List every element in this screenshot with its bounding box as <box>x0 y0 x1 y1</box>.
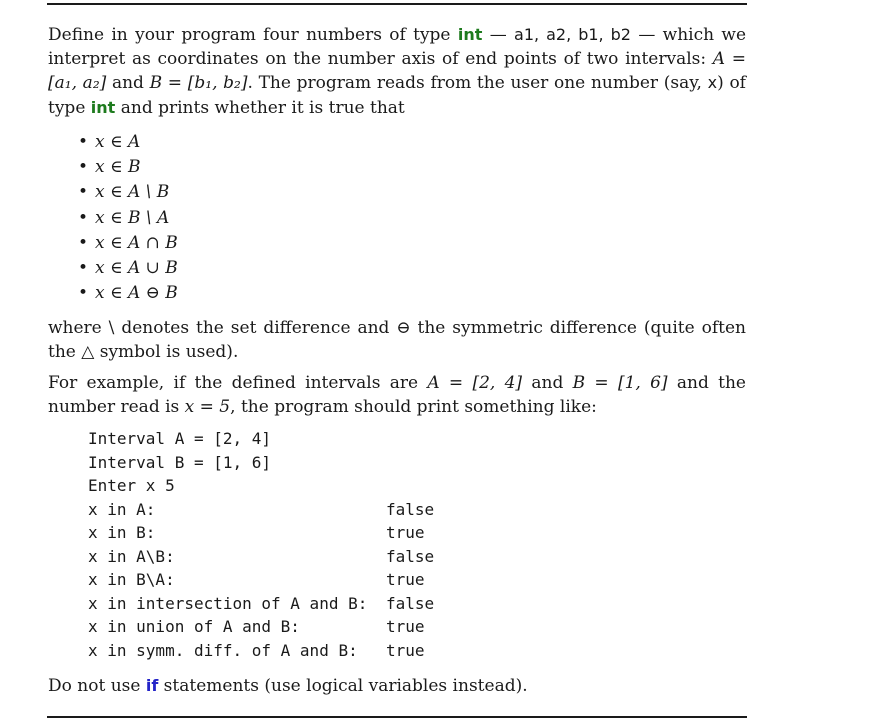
keyword-int-2: int <box>90 97 116 117</box>
example-x-value: x = 5 <box>184 396 231 417</box>
condition-text: x ∈ A ⊖ B <box>95 283 178 304</box>
output-row <box>88 592 746 616</box>
intro-text-5: and prints whether it is true that <box>115 97 405 118</box>
output-label: x in B\A: <box>88 570 175 590</box>
output-row <box>88 568 746 592</box>
intro-text-2: — which we interpret as coordinates on the number axis of end points of two intervals: <box>48 25 747 69</box>
output-label: x in A: <box>88 499 156 519</box>
example-text-1: For example, if the defined intervals are <box>48 373 428 394</box>
condition-text: x ∈ A <box>95 132 141 152</box>
closing-text-1: Do not use <box>48 676 146 697</box>
example-text-3: , the program should print something like: <box>230 396 597 417</box>
sample-output <box>88 427 746 662</box>
condition-list <box>48 130 746 306</box>
output-label: x in A\B: <box>88 546 175 566</box>
bullet-icon: • <box>78 157 89 178</box>
intro-text-3: . The program reads from the user one number (say, <box>247 73 708 93</box>
output-line: Interval B = [1, 6] <box>88 452 272 472</box>
where-paragraph <box>48 317 746 364</box>
intro-text-1: Define in your program four numbers of type <box>48 25 458 45</box>
example-interval-a: A = [2, 4] <box>427 373 523 394</box>
bullet-icon: • <box>78 182 89 203</box>
list-item <box>78 155 746 180</box>
output-value: true <box>386 570 425 590</box>
output-value: false <box>386 593 435 613</box>
output-line: Interval A = [2, 4] <box>88 429 272 449</box>
list-item <box>78 206 746 231</box>
closing-text-2: statements (use logical variables instead). <box>158 676 528 697</box>
bullet-icon: • <box>78 283 89 304</box>
condition-text: x ∈ A ∩ B <box>95 232 178 253</box>
output-label: x in union of A and B: <box>88 617 300 637</box>
output-label: x in B: <box>88 523 156 543</box>
variable-names: a1, a2, b1, b2 <box>514 25 631 44</box>
output-value: true <box>386 640 425 660</box>
bullet-icon: • <box>78 132 89 152</box>
output-row <box>88 615 746 639</box>
condition-text: x ∈ A \ B <box>95 182 170 203</box>
output-line: Enter x 5 <box>88 476 175 496</box>
interval-b-def: B = [b₁, b₂] <box>149 73 248 93</box>
list-item <box>78 231 746 256</box>
output-value: true <box>386 523 425 543</box>
condition-text: x ∈ B <box>95 157 141 178</box>
output-row <box>88 521 746 545</box>
exercise-body <box>48 23 746 699</box>
output-row <box>88 545 746 569</box>
example-interval-b: B = [1, 6] <box>572 373 668 394</box>
condition-text: x ∈ A ∪ B <box>95 257 178 278</box>
variable-x: x <box>707 73 718 92</box>
output-row <box>88 498 746 522</box>
condition-text: x ∈ B \ A <box>95 207 170 228</box>
bullet-icon: • <box>78 257 89 278</box>
output-value: true <box>386 617 425 637</box>
output-value: false <box>386 499 435 519</box>
closing-paragraph <box>48 674 746 699</box>
output-value: false <box>386 546 435 566</box>
list-item <box>78 130 746 155</box>
list-item <box>78 281 746 306</box>
output-label: x in intersection of A and B: <box>88 593 368 613</box>
bullet-icon: • <box>78 207 89 228</box>
keyword-int: int <box>457 25 483 44</box>
intro-paragraph <box>48 23 746 120</box>
bottom-rule <box>47 716 747 718</box>
interval-a-def: A = [a₁, a₂] <box>48 48 746 93</box>
list-item <box>78 180 746 205</box>
intro-text-4: ) of type <box>48 73 746 118</box>
intro-and: and <box>106 73 150 93</box>
list-item <box>78 256 746 281</box>
example-and: and <box>522 373 573 394</box>
example-paragraph <box>48 372 746 419</box>
example-text-2: and the number read is <box>48 373 746 417</box>
keyword-if: if <box>145 676 159 696</box>
intro-dash-1: — <box>482 25 515 45</box>
where-text: where \ denotes the set difference and ⊖ the symmetric difference (quite often the △ symbol is used). <box>48 318 746 362</box>
bullet-icon: • <box>78 232 89 253</box>
output-label: x in symm. diff. of A and B: <box>88 640 358 660</box>
top-rule <box>47 3 747 5</box>
output-row <box>88 639 746 663</box>
